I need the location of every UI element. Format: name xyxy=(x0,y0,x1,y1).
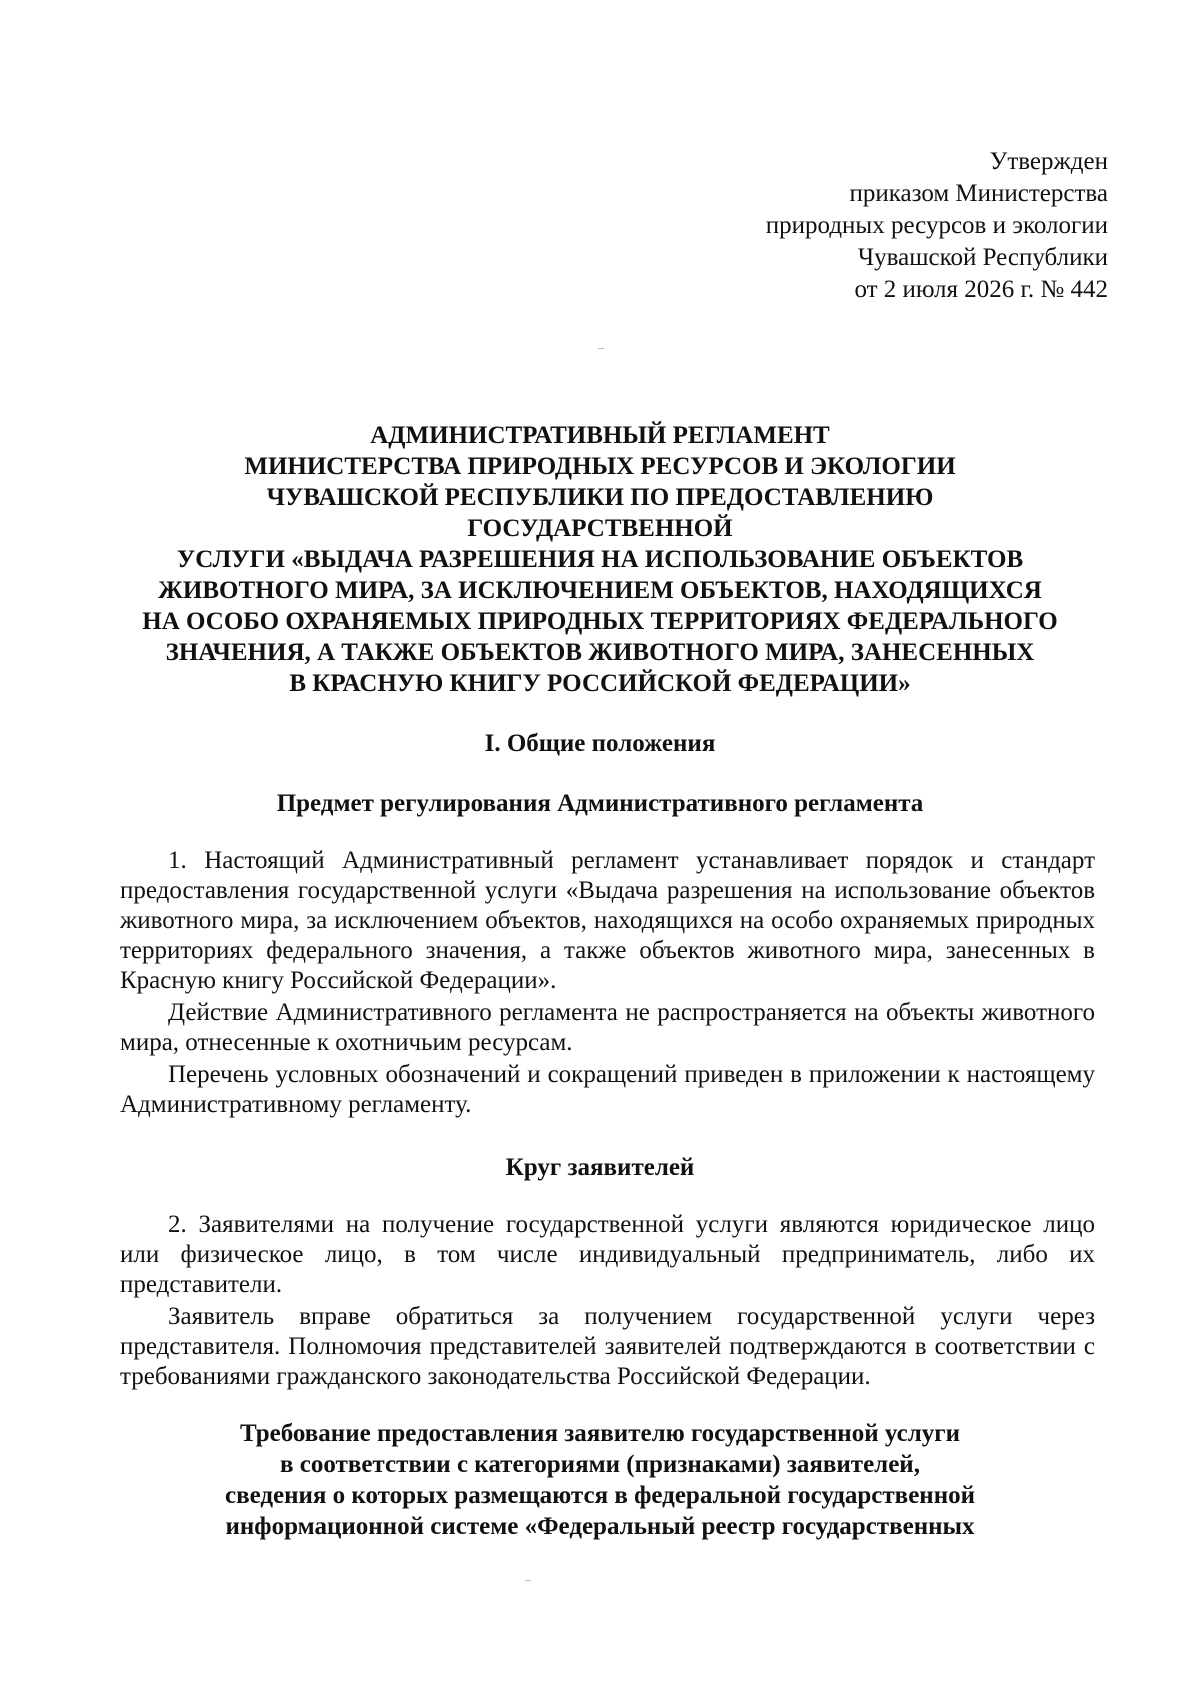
title-line: В КРАСНУЮ КНИГУ РОССИЙСКОЙ ФЕДЕРАЦИИ» xyxy=(289,670,911,697)
document-title xyxy=(110,420,1090,699)
approval-stamp-block xyxy=(548,146,1108,306)
title-line: АДМИНИСТРАТИВНЫЙ РЕГЛАМЕНТ xyxy=(370,422,830,449)
approval-line: от 2 июля 2026 г. № 442 xyxy=(854,276,1108,303)
approval-line: природных ресурсов и экологии xyxy=(765,212,1108,239)
subsection-title: Предмет регулирования Административного регламента xyxy=(276,790,924,817)
requirement-line: сведения о которых размещаются в федеральной государственной xyxy=(224,1482,975,1509)
title-line: ЖИВОТНОГО МИРА, ЗА ИСКЛЮЧЕНИЕМ ОБЪЕКТОВ, НАХОДЯЩИХСЯ xyxy=(158,577,1042,604)
requirement-line: в соответствии с категориями (признаками) заявителей, xyxy=(280,1451,920,1478)
section-title: I. Общие положения xyxy=(484,730,716,757)
requirement-heading xyxy=(110,1418,1090,1542)
applicants-heading xyxy=(110,1152,1090,1183)
approval-line: приказом Министерства xyxy=(849,180,1108,207)
scan-speck xyxy=(525,1580,531,1581)
title-line: ЧУВАШСКОЙ РЕСПУБЛИКИ ПО ПРЕДОСТАВЛЕНИЮ xyxy=(266,484,934,511)
paragraph: Действие Административного регламента не распространяется на объекты животного мира, отнесенные к охотничьим ресурсам. xyxy=(120,999,1095,1056)
approval-line: Утвержден xyxy=(989,148,1108,175)
title-line: МИНИСТЕРСТВА ПРИРОДНЫХ РЕСУРСОВ И ЭКОЛОГИИ xyxy=(244,453,956,480)
paragraph: 1. Настоящий Административный регламент устанавливает порядок и стандарт предоставления государственной услуги «Выдача разрешения на использование объектов животного мира, за исключением объектов, находящихся на особо охраняемых природных территориях федерального значения, а также объектов животного мира, занесенных в Красную книгу Российской Федерации». xyxy=(120,847,1095,994)
paragraph: Перечень условных обозначений и сокращений приведен в приложении к настоящему Административному регламенту. xyxy=(120,1061,1095,1118)
scan-speck xyxy=(598,348,604,349)
title-line: УСЛУГИ «ВЫДАЧА РАЗРЕШЕНИЯ НА ИСПОЛЬЗОВАНИЕ ОБЪЕКТОВ xyxy=(176,546,1024,573)
section-heading xyxy=(110,728,1090,759)
paragraph: Заявитель вправе обратиться за получением государственной услуги через представителя. Полномочия представителей заявителей подтверждаются в соответствии с требованиями гражданского законодательства Российской Федерации. xyxy=(120,1303,1095,1390)
section1-body xyxy=(120,846,1095,1122)
paragraph: 2. Заявителями на получение государственной услуги являются юридическое лицо или физическое лицо, в том числе индивидуальный предприниматель, либо их представители. xyxy=(120,1211,1095,1298)
title-line: ЗНАЧЕНИЯ, А ТАКЖЕ ОБЪЕКТОВ ЖИВОТНОГО МИРА, ЗАНЕСЕННЫХ xyxy=(165,639,1035,666)
applicants-body xyxy=(120,1210,1095,1394)
requirement-line: Требование предоставления заявителю государственной услуги xyxy=(240,1420,960,1447)
approval-line: Чувашской Республики xyxy=(857,244,1108,271)
requirement-line: информационной системе «Федеральный реестр государственных xyxy=(225,1513,975,1540)
subsection-heading xyxy=(110,788,1090,819)
applicants-title: Круг заявителей xyxy=(505,1154,695,1181)
title-line: НА ОСОБО ОХРАНЯЕМЫХ ПРИРОДНЫХ ТЕРРИТОРИЯХ ФЕДЕРАЛЬНОГО xyxy=(142,608,1058,635)
title-line: ГОСУДАРСТВЕННОЙ xyxy=(467,515,733,542)
